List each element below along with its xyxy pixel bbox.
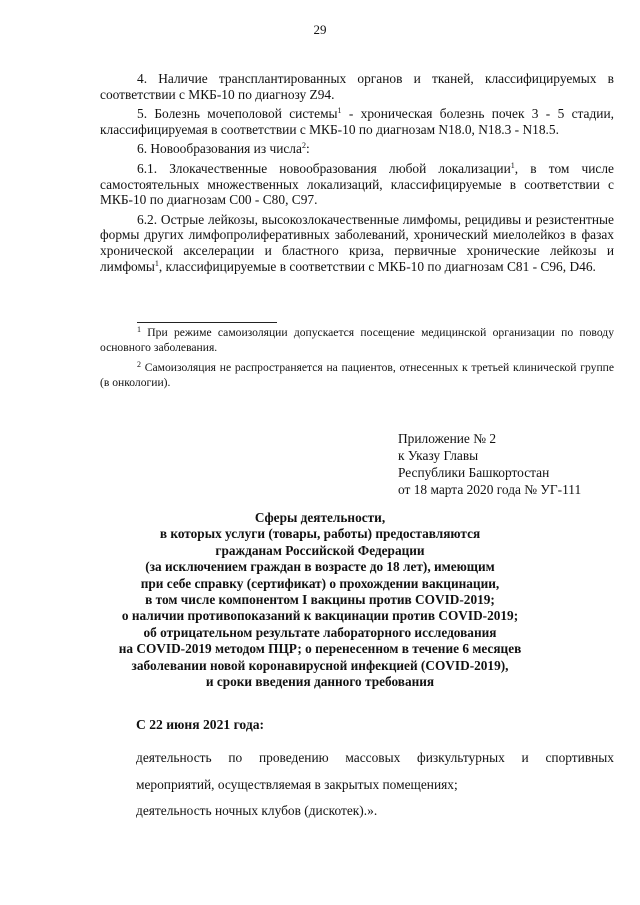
section-title <box>90 510 550 690</box>
title-line: (за исключением граждан в возрасте до 18 лет), имеющим <box>145 559 495 575</box>
title-line: при себе справку (сертификат) о прохождении вакцинации, <box>140 575 500 591</box>
activity-item: деятельность ночных клубов (дискотек).». <box>136 803 378 818</box>
list-item: 6. Новообразования из числа$^2$: <box>137 141 310 157</box>
appendix-line: от 18 марта 2020 года № УГ-111 <box>398 482 582 497</box>
appendix-header <box>398 430 628 498</box>
date-heading: С 22 июня 2021 года: <box>136 717 265 732</box>
page-number: 29 <box>313 22 327 37</box>
title-line: Сферы деятельности, <box>254 510 386 525</box>
footnote-divider <box>137 322 277 323</box>
appendix-line: Приложение № 2 <box>398 431 497 446</box>
title-line: заболевании новой коронавирусной инфекцией (COVID-2019), <box>131 657 509 673</box>
diagnosis-list <box>100 71 614 274</box>
list-item: 6.1. Злокачественные новообразования любой локализации$^1$, в том числе самостоятельных множественных локализаций, классифицируемые в соответствии с МКБ-10 по диагнозам С00 - С80, С97. <box>100 160 615 208</box>
title-line: об отрицательном результате лабораторного исследования <box>143 624 497 640</box>
footnote: $^2$ Самоизоляция не распространяется на пациентов, отнесенных к третьей клинической группе (в онкологии). <box>100 360 615 389</box>
appendix-line: Республики Башкортостан <box>398 465 550 480</box>
list-item: 6.2. Острые лейкозы, высокозлокачественные лимфомы, рецидивы и резистентные формы других лимфопролиферативных заболеваний, хронический миелолейкоз в фазах хронической акселерации и бластного криза, первичные хронические лейкозы и лимфомы$^1$, классифицируемые в соответствии с МКБ-10 по диагнозам С81 - С96, D46. <box>100 211 614 274</box>
list-item: 4. Наличие трансплантированных органов и тканей, классифицируемых в соответствии с МКБ-10 по диагнозу Z94. <box>100 71 614 102</box>
list-item: 5. Болезнь мочеполовой системы$^1$ - хроническая болезнь почек 3 - 5 стадии, классифицируемая в соответствии с МКБ-10 по диагнозам N18.0, N18.3 - N18.5. <box>100 106 614 137</box>
footnote-ref: 2 <box>301 141 306 151</box>
footnote-ref: 1 <box>337 106 342 116</box>
footnotes <box>100 326 614 396</box>
title-line: гражданам Российской Федерации <box>215 542 425 558</box>
footnote: $^1$ При режиме самоизоляции допускается посещение медицинской организации по поводу основного заболевания. <box>100 325 614 354</box>
title-line: на COVID-2019 методом ПЦР; о перенесенном в течение 6 месяцев <box>118 641 522 657</box>
title-line: о наличии противопоказаний к вакцинации против COVID-2019; <box>121 608 519 624</box>
activity-item: деятельность по проведению массовых физкультурных и спортивных мероприятий, осуществляемая в закрытых помещениях; <box>136 750 614 792</box>
footnote-ref: 1 <box>510 160 515 170</box>
title-line: в которых услуги (товары, работы) предоставляются <box>159 526 481 542</box>
title-line: в том числе компонентом I вакцины против COVID-2019; <box>145 592 495 608</box>
title-line: и сроки введения данного требования <box>205 674 435 690</box>
footnote-ref: 1 <box>154 258 159 268</box>
appendix-line: к Указу Главы <box>398 448 479 463</box>
